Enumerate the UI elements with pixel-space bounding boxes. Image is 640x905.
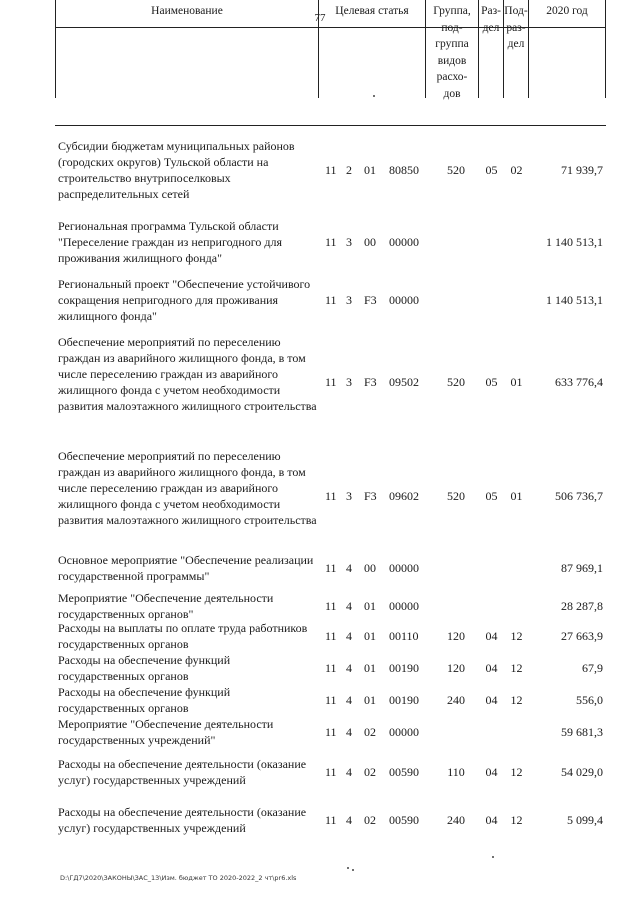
podrazdel-code: 12 [510, 813, 523, 827]
expense-group: 240 [447, 693, 465, 707]
program-code: 11 [325, 693, 337, 707]
direction-code: 80850 [389, 163, 419, 177]
activity-code: 00 [364, 561, 376, 575]
header-line: под- [441, 21, 463, 34]
amount-2020: 556,0 [576, 693, 603, 707]
direction-code: 00000 [389, 725, 419, 739]
page-number: 77 [314, 12, 326, 24]
subprogram-code: 3 [346, 293, 352, 307]
activity-code: 01 [364, 599, 376, 613]
direction-code: 00000 [389, 235, 419, 249]
direction-code: 00000 [389, 561, 419, 575]
activity-code: 01 [364, 629, 376, 643]
direction-code: 00590 [389, 765, 419, 779]
podrazdel-code: 12 [510, 693, 523, 707]
activity-code: 01 [364, 693, 376, 707]
header-line: дов [443, 87, 461, 100]
expense-group: 120 [447, 661, 465, 675]
amount-2020: 59 681,3 [561, 725, 603, 739]
amount-2020: 71 939,7 [561, 163, 603, 177]
row-name: Расходы на обеспечение функций государственных органов [58, 685, 231, 715]
podrazdel-code: 02 [510, 163, 523, 177]
table-row [0, 276, 640, 324]
expense-group: 240 [447, 813, 465, 827]
razdel-code: 04 [485, 693, 498, 707]
expense-group: 520 [447, 489, 465, 503]
scan-speck [373, 95, 375, 97]
direction-code: 00000 [389, 599, 419, 613]
razdel-code: 05 [485, 375, 498, 389]
amount-2020: 1 140 513,1 [546, 293, 603, 307]
subprogram-code: 4 [346, 599, 352, 613]
subprogram-code: 2 [346, 163, 352, 177]
subprogram-code: 4 [346, 813, 352, 827]
row-name: Мероприятие "Обеспечение деятельности государственных органов" [58, 591, 274, 621]
row-name: Расходы на обеспечение деятельности (оказание услуг) государственных учреждений [58, 805, 307, 835]
table-row [0, 218, 640, 266]
header-line: Раз- [481, 5, 501, 17]
header-line: дел [482, 21, 500, 34]
podrazdel-code: 01 [510, 489, 523, 503]
row-name: Мероприятие "Обеспечение деятельности государственных учреждений" [58, 717, 274, 747]
activity-code: 02 [364, 813, 376, 827]
razdel-code: 05 [485, 489, 498, 503]
row-name: Расходы на обеспечение деятельности (оказание услуг) государственных учреждений [58, 757, 307, 787]
row-name: Расходы на выплаты по оплате труда работников государственных органов [58, 621, 308, 651]
subprogram-code: 4 [346, 561, 352, 575]
header-name: Наименование [55, 0, 319, 98]
expense-group: 520 [447, 375, 465, 389]
program-code: 11 [325, 765, 337, 779]
activity-code: 00 [364, 235, 376, 249]
program-code: 11 [325, 725, 337, 739]
expense-group: 120 [447, 629, 465, 643]
footer-file-path: D:\ГД7\2020\ЗАКОНЫ\ЗАС_13\Изм. бюджет ТО 2020-2022_2 чт\pr6.xls [60, 874, 297, 882]
direction-code: 00590 [389, 813, 419, 827]
amount-2020: 1 140 513,1 [546, 235, 603, 249]
subprogram-code: 3 [346, 375, 352, 389]
direction-code: 09502 [389, 375, 419, 389]
header-line: дел [507, 38, 525, 50]
direction-code: 00000 [389, 293, 419, 307]
activity-code: F3 [364, 293, 377, 307]
row-name: Региональная программа Тульской области "Переселение граждан из непригодного для проживания жилищного фонда" [58, 219, 282, 265]
activity-code: F3 [364, 489, 377, 503]
program-code: 11 [325, 561, 337, 575]
subprogram-code: 3 [346, 489, 352, 503]
expense-group: 520 [447, 163, 465, 177]
expense-group: 110 [447, 765, 465, 779]
razdel-code: 05 [485, 163, 498, 177]
table-row [0, 334, 640, 430]
header-line: Под- [504, 5, 528, 17]
amount-2020: 633 776,4 [555, 375, 603, 389]
amount-2020: 67,9 [582, 661, 603, 675]
razdel-code: 04 [485, 661, 498, 675]
subprogram-code: 4 [346, 725, 352, 739]
table-row [0, 448, 640, 544]
header-line: группа [435, 38, 469, 50]
podrazdel-code: 12 [510, 661, 523, 675]
header-line: расхо- [436, 71, 468, 83]
table-row [0, 716, 640, 748]
razdel-code: 04 [485, 629, 498, 643]
activity-code: 01 [364, 661, 376, 675]
program-code: 11 [325, 813, 337, 827]
amount-2020: 87 969,1 [561, 561, 603, 575]
table-row [0, 620, 640, 652]
header-target: Целевая статья [319, 0, 426, 98]
header-line: Группа, [433, 5, 471, 17]
subprogram-code: 4 [346, 629, 352, 643]
razdel-code: 04 [485, 765, 498, 779]
podrazdel-code: 01 [510, 375, 523, 389]
activity-code: 02 [364, 765, 376, 779]
table-row [0, 804, 640, 836]
amount-2020: 27 663,9 [561, 629, 603, 643]
table-row [0, 684, 640, 716]
header-rule [55, 27, 606, 126]
subprogram-code: 3 [346, 235, 352, 249]
table-row [0, 138, 640, 202]
razdel-code: 04 [485, 813, 498, 827]
activity-code: 01 [364, 163, 376, 177]
activity-code: 02 [364, 725, 376, 739]
podrazdel-code: 12 [510, 629, 523, 643]
amount-2020: 28 287,8 [561, 599, 603, 613]
table-row [0, 652, 640, 684]
row-name: Обеспечение мероприятий по переселению граждан из аварийного жилищного фонда, в том числе переселению граждан из аварийного жилищного фонда с учетом необходимости развития малоэтажного жилищного строительства [58, 449, 317, 527]
program-code: 11 [325, 629, 337, 643]
activity-code: F3 [364, 375, 377, 389]
direction-code: 00190 [389, 693, 419, 707]
table-row [0, 756, 640, 788]
row-name: Субсидии бюджетам муниципальных районов (городских округов) Тульской области на строительство внутрипоселковых распределительных сетей [58, 139, 295, 201]
program-code: 11 [325, 489, 337, 503]
program-code: 11 [325, 163, 337, 177]
subprogram-code: 4 [346, 765, 352, 779]
row-name: Основное мероприятие "Обеспечение реализации государственной программы" [58, 553, 314, 583]
direction-code: 09602 [389, 489, 419, 503]
scan-speck [352, 869, 354, 871]
podrazdel-code: 12 [510, 765, 523, 779]
row-name: Региональный проект "Обеспечение устойчивого сокращения непригодного для проживания жилищного фонда" [58, 277, 311, 323]
subprogram-code: 4 [346, 661, 352, 675]
program-code: 11 [325, 599, 337, 613]
table-row [0, 590, 640, 622]
scan-speck [492, 856, 494, 858]
amount-2020: 5 099,4 [567, 813, 603, 827]
header-line: видов [437, 54, 467, 67]
row-name: Обеспечение мероприятий по переселению граждан из аварийного жилищного фонда, в том числе переселению граждан из аварийного жилищного фонда с учетом необходимости развития малоэтажного жилищного строительства [58, 335, 317, 413]
subprogram-code: 4 [346, 693, 352, 707]
program-code: 11 [325, 293, 337, 307]
program-code: 11 [325, 375, 337, 389]
table-row [0, 552, 640, 584]
header-line: раз- [506, 21, 526, 34]
scan-speck [347, 867, 349, 869]
amount-2020: 54 029,0 [561, 765, 603, 779]
row-name: Расходы на обеспечение функций государственных органов [58, 653, 231, 683]
direction-code: 00110 [389, 629, 419, 643]
amount-2020: 506 736,7 [555, 489, 603, 503]
header-year: 2020 год [529, 0, 606, 98]
direction-code: 00190 [389, 661, 419, 675]
program-code: 11 [325, 235, 337, 249]
program-code: 11 [325, 661, 337, 675]
